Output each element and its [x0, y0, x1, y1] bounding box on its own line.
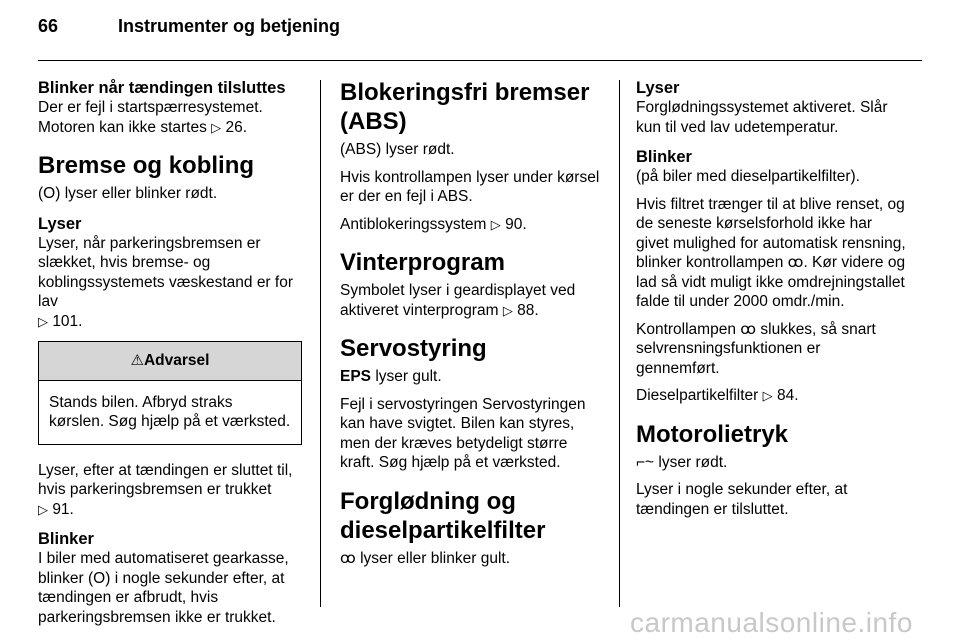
lyser-heading: Lyser — [38, 214, 82, 233]
brake-clutch-desc: (O) lyser eller blinker rødt. — [38, 185, 218, 202]
column-right — [636, 78, 906, 527]
blinker-heading: Blinker — [38, 530, 94, 548]
brake-warning-icon: (O) — [38, 185, 61, 202]
page-header — [38, 16, 340, 37]
warning-triangle-icon: ⚠ — [130, 352, 144, 369]
lyser-text: Lyser, når parkeringsbremsen er slækket, hvis bremse- og koblingssystemets væskestand er for lav ▷ 101. — [38, 234, 293, 330]
oil-can-icon: ⌐~ — [636, 453, 655, 471]
column-middle — [340, 78, 604, 576]
preheat-lyser-text: Forglødningssystemet aktiveret. Slår kun til ved lav udetemperatur. — [636, 99, 888, 136]
winter-program-text: Symbolet lyser i geardisplayet ved aktiveret vinterprogram ▷ 88. — [340, 282, 576, 319]
abs-title: Blokeringsfri bremser (ABS) — [340, 79, 590, 135]
page-ref-link[interactable]: 90. — [505, 215, 527, 233]
power-steering-text: Fejl i servostyringen Servostyringen kan have svigtet. Bilen kan styres, men der kræves betydeligt større kraft. Søg hjælp på et værksted. — [340, 395, 586, 471]
warning-title: Advarsel — [143, 352, 210, 369]
column-divider-left — [320, 80, 321, 607]
page-ref-icon: ▷ — [762, 388, 773, 403]
brake-warning-icon: (O) — [87, 569, 111, 587]
column-left — [38, 78, 302, 635]
blinker-text: I biler med automatiseret gearkasse, blinker (O) i nogle sekunder efter, at tændingen er afbrudt, hvis parkeringsbremsen ikke er trukket. — [38, 550, 289, 626]
abs-ref: Antiblokeringssystem ▷ 90. — [340, 215, 527, 233]
preheating-desc: ꝏ lyser eller blinker gult. — [340, 549, 511, 567]
warning-box — [38, 341, 302, 445]
page-ref-link[interactable]: 91. — [52, 500, 74, 518]
page-ref-link[interactable]: 88. — [517, 301, 539, 319]
preheating-title: Forglødning og dieselpartikelfilter — [340, 487, 546, 544]
blinker-heading: Blinker — [636, 148, 692, 166]
page-ref-link[interactable]: 101. — [52, 312, 83, 330]
page-ref-icon: ▷ — [502, 302, 513, 318]
winter-program-title: Vinterprogram — [340, 249, 505, 276]
warning-body: Stands bilen. Afbryd straks kørslen. Søg hjælp på et værksted. — [49, 393, 291, 430]
abs-icon: (ABS) — [340, 141, 382, 158]
control-lamp-text: Kontrollampen ꝏ slukkes, så snart selvrensningsfunktionen er gennemført. — [636, 320, 876, 377]
oil-pressure-title: Motorolietryk — [636, 420, 789, 448]
power-steering-title: Servostyring — [340, 335, 487, 362]
page-ref-icon: ▷ — [38, 501, 48, 517]
immobiliser-text: Der er fejl i startspærresystemet. Motoren kan ikke startes ▷ 26. — [38, 99, 263, 136]
page-ref-icon: ▷ — [211, 119, 222, 135]
eps-label: EPS — [340, 368, 372, 385]
brake-clutch-title: Bremse og kobling — [38, 152, 255, 179]
oil-pressure-desc: ⌐~ lyser rødt. — [636, 453, 728, 471]
page-ref-icon: ▷ — [490, 216, 501, 232]
abs-desc: (ABS) lyser rødt. — [340, 141, 455, 158]
blinker-subtitle: (på biler med dieselpartikelfilter). — [636, 168, 860, 185]
glow-plug-icon: ꝏ — [787, 254, 804, 271]
glow-plug-icon: ꝏ — [740, 320, 757, 338]
lyser-heading: Lyser — [636, 79, 680, 97]
page-ref-icon: ▷ — [38, 313, 48, 329]
oil-pressure-text: Lyser i nogle sekunder efter, at tændingen er tilsluttet. — [636, 481, 848, 518]
abs-text: Hvis kontrollampen lyser under kørsel er der en fejl i ABS. — [340, 168, 600, 205]
column-divider-right — [619, 80, 620, 607]
header-rule — [38, 60, 922, 61]
warning-header — [39, 342, 301, 381]
page-title: Instrumenter og betjening — [118, 16, 341, 36]
diesel-filter-ref: Dieselpartikelfilter ▷ 84. — [636, 387, 799, 404]
watermark: carmanualsonline.info — [630, 607, 913, 638]
page-number: 66 — [38, 16, 59, 36]
page-ref-link[interactable]: 26. — [225, 118, 248, 136]
filter-cleaning-text: Hvis filtret trænger til at blive renset, og de seneste kørselsforhold ikke har givet mulighed for automatisk rensning, blinker kontrollampen ꝏ. Kør videre og lad så vidt muligt ikke omdrejningstallet falde til under 2000 omdr./min. — [636, 195, 906, 310]
glow-plug-icon: ꝏ — [340, 549, 356, 567]
power-steering-desc: EPS lyser gult. — [340, 368, 442, 385]
page-ref-link[interactable]: 84. — [776, 387, 799, 404]
blinker-on-ignition-heading: Blinker når tændingen tilsluttes — [38, 79, 286, 97]
after-warning-text: Lyser, efter at tændingen er sluttet til, hvis parkeringsbremsen er trukket ▷ 91. — [38, 461, 293, 518]
